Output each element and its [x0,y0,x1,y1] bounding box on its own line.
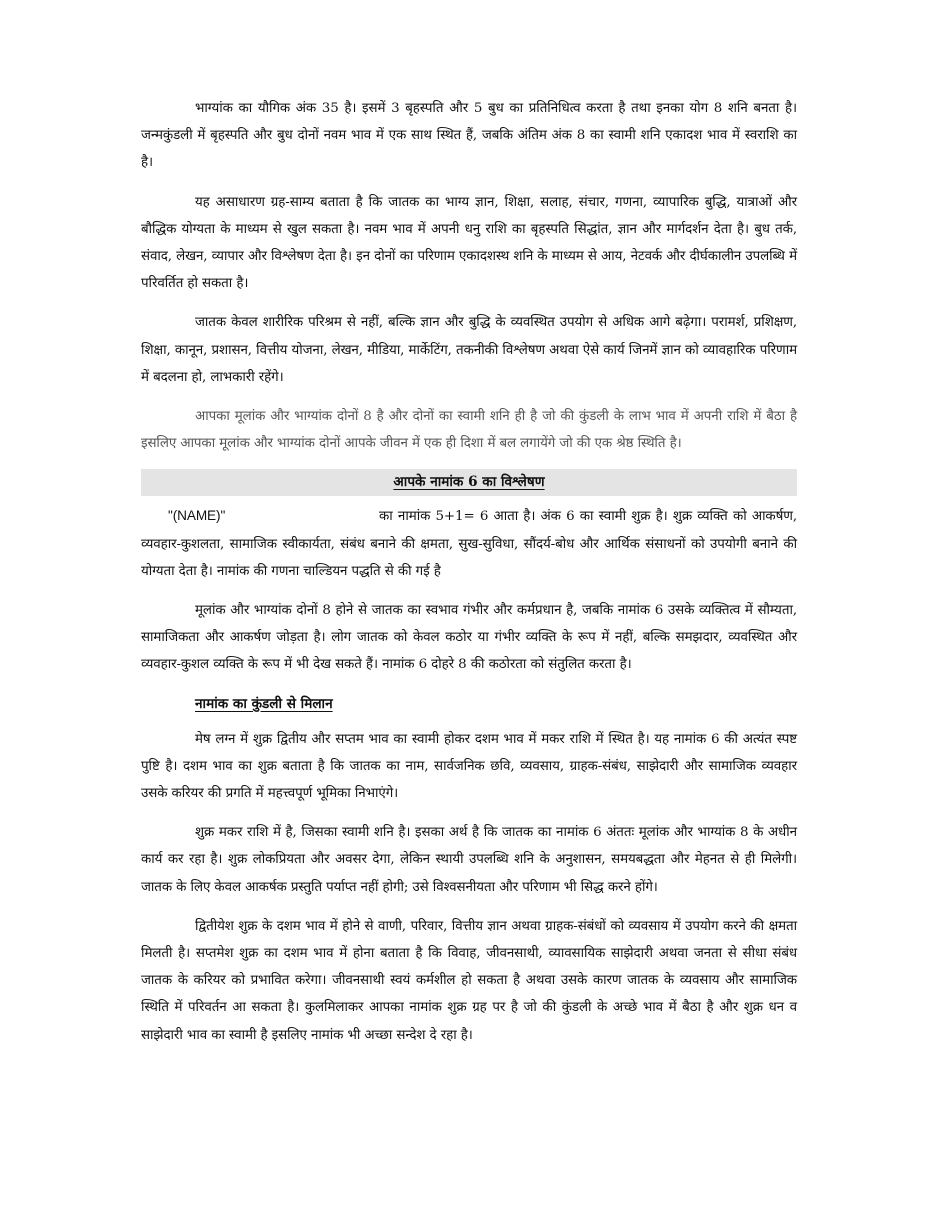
name-placeholder: "(NAME)" [168,508,226,524]
paragraph-career-guidance: जातक केवल शारीरिक परिश्रम से नहीं, बल्कि ज्ञान और बुद्धि के व्यवस्थित उपयोग से अधिक आगे बढ़ेगा। परामर्श, प्रशिक्षण, शिक्षा, कानून, प्रशासन, वित्तीय योजना, लेखन, मीडिया, मार्केटिंग, तकनीकी विश्लेषण अथवा ऐसे कार्य जिनमें ज्ञान को व्यावहारिक परिणाम में बदलना हो, लाभकारी रहेंगे। [141,315,797,385]
document-page [141,95,797,1061]
paragraph-namank-intro [141,502,797,585]
paragraph-bhagyank-compound: भाग्यांक का यौगिक अंक 35 है। इसमें 3 बृहस्पति और 5 बुध का प्रतिनिधित्व करता है तथा इनका योग 8 शनि बनता है। जन्मकुंडली में बृहस्पति और बुध दोनों नवम भाव में एक साथ स्थित हैं, जबकि अंतिम अंक 8 का स्वामी शनि एकादश भाव में स्वराशि का है। [141,101,797,171]
paragraph-venus-capricorn: शुक्र मकर राशि में है, जिसका स्वामी शनि है। इसका अर्थ है कि जातक का नामांक 6 अंततः मूलांक और भाग्यांक 8 के अधीन कार्य कर रहा है। शुक्र लोकप्रियता और अवसर देगा, लेकिन स्थायी उपलब्धि शनि के अनुशासन, समयबद्धता और मेहनत से ही मिलेगी। जातक के लिए केवल आकर्षक प्रस्तुति पर्याप्त नहीं होगी; उसे विश्वसनीयता और परिणाम भी सिद्ध करने होंगे। [141,825,797,895]
section-heading: आपके नामांक 6 का विश्लेषण [393,474,545,491]
namank-intro-text: का नामांक 5+1= 6 आता है। अंक 6 का स्वामी शुक्र है। शुक्र व्यक्ति को आकर्षण, व्यवहार-कुशलता, सामाजिक स्वीकार्यता, संबंध बनाने की क्षमता, सुख-सुविधा, सौंदर्य-बोध और आर्थिक संसाधनों को उपयोगी बनाने की योग्यता देता है। नामांक की गणना चाल्डियन पद्धति से की गई है [141,509,797,579]
sub-heading: नामांक का कुंडली से मिलान [195,695,333,712]
paragraph-mulank-bhagyank-summary: आपका मूलांक और भाग्यांक दोनों 8 है और दोनों का स्वामी शनि ही है जो की कुंडली के लाभ भाव में अपनी राशि में बैठा है इसलिए आपका मूलांक और भाग्यांक दोनों आपके जीवन में एक ही दिशा में बल लगायेंगे जो की एक श्रेष्ठ स्थिति है। [141,409,797,452]
section-heading-band [141,469,797,496]
paragraph-venus-lordship: द्वितीयेश शुक्र के दशम भाव में होने से वाणी, परिवार, वित्तीय ज्ञान अथवा ग्राहक-संबंधों को व्यवसाय में उपयोग करने की क्षमता मिलती है। सप्तमेश शुक्र का दशम भाव में होना बताता है कि विवाह, जीवनसाथी, व्यावसायिक साझेदारी अथवा जनता से सीधा संबंध जातक के करियर को प्रभावित करेगा। जीवनसाथी स्वयं कर्मशील हो सकता है अथवा उसके कारण जातक के व्यवसाय और सामाजिक स्थिति में परिवर्तन आ सकता है। कुलमिलाकर आपका नामांक शुक्र ग्रह पर है जो की कुंडली के अच्छे भाव में बैठा है और शुक्र धन व साझेदारी भाव का स्वामी है इसलिए नामांक भी अच्छा सन्देश दे रहा है। [141,918,797,1043]
paragraph-planet-harmony: यह असाधारण ग्रह-साम्य बताता है कि जातक का भाग्य ज्ञान, शिक्षा, सलाह, संचार, गणना, व्यापारिक बुद्धि, यात्राओं और बौद्धिक योग्यता के माध्यम से खुल सकता है। नवम भाव में अपनी धनु राशि का बृहस्पति सिद्धांत, ज्ञान और मार्गदर्शन देता है। बुध तर्क, संवाद, लेखन, व्यापार और विश्लेषण देता है। इन दोनों का परिणाम एकादशस्थ शनि के माध्यम से आय, नेटवर्क और दीर्घकालीन उपलब्धि में परिवर्तित हो सकता है। [141,194,797,292]
paragraph-namank-balance: मूलांक और भाग्यांक दोनों 8 होने से जातक का स्वभाव गंभीर और कर्मप्रधान है, जबकि नामांक 6 उसके व्यक्तित्व में सौम्यता, सामाजिकता और आकर्षण जोड़ता है। लोग जातक को केवल कठोर या गंभीर व्यक्ति के रूप में नहीं, बल्कि समझदार, व्यवस्थित और व्यवहार-कुशल व्यक्ति के रूप में भी देख सकते हैं। नामांक 6 दोहरे 8 की कठोरता को संतुलित करता है। [141,603,797,673]
paragraph-venus-tenth-house: मेष लग्न में शुक्र द्वितीय और सप्तम भाव का स्वामी होकर दशम भाव में मकर राशि में स्थित है। यह नामांक 6 की अत्यंत स्पष्ट पुष्टि है। दशम भाव का शुक्र बताता है कि जातक का नाम, सार्वजनिक छवि, व्यवसाय, ग्राहक-संबंध, साझेदारी और सामाजिक व्यवहार उसके करियर की प्रगति में महत्त्वपूर्ण भूमिका निभाएंगे। [141,731,797,802]
